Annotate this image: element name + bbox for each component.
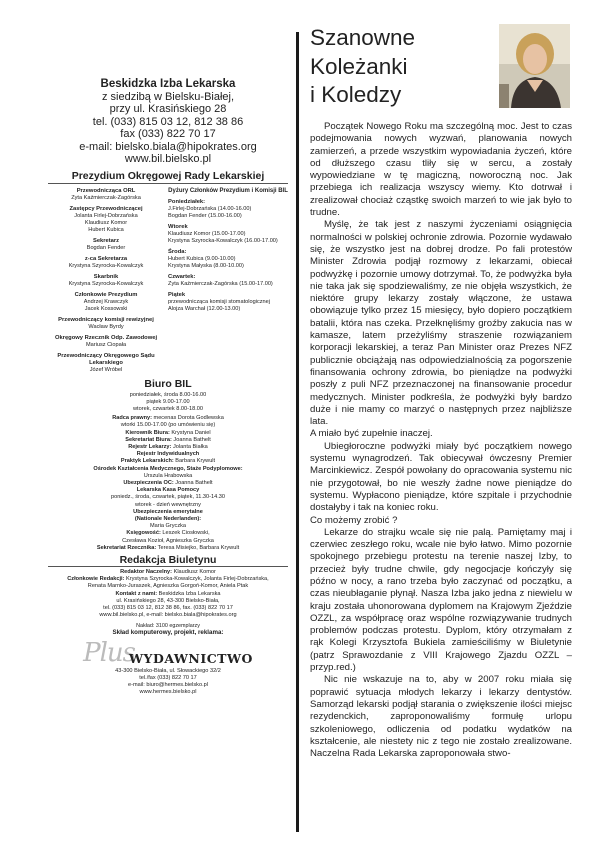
presidium-members [48,188,164,378]
member-role: Skarbnik [93,273,119,280]
office-line-label: Sekretariat Biura: [125,436,172,443]
duty-title: Dyżury Członków Prezydium i Komisji BIL [168,187,288,194]
office-line [48,523,288,530]
org-lines [48,91,288,166]
article-paragraph: Początek Nowego Roku ma szczególną moc. Jest to czas podejmowania nowych wyzwań, planowania nowych zamierzeń, a przede wszystkim wypowiadania życzeń, które od dłuższego czasu tliły się w sercu, a zostały wypowiedziane w tę magiczną, noworoczną noc. Jak przebiega ich realizacja wszyscy wiemy. Kto dotrwał i zrealizował chociaż cząstkę swoich marzeń to wie jak było to trudne. [310,121,572,219]
org-line: fax (033) 822 70 17 [120,128,216,140]
member-name: Jacek Kossowski [84,305,128,312]
article-paragraph: A miało być zupełnie inaczej. [310,428,433,440]
office-line [48,538,288,545]
presidium-member [48,335,164,349]
duty-schedule [164,188,288,378]
office-line-label: Ubezpieczenia OC: [123,479,174,486]
office-hour: piątek 9.00-17.00 [146,398,190,405]
editorial-line-value: www.bil.bielsko.pl, e-mail: bielsko.biala@hipokrates.org [99,612,237,619]
office-line-value: Urszula Hrabowska [143,472,193,479]
editorial-line [48,576,288,583]
duty-entry: Alojza Warchał (12.00-13.00) [168,305,241,312]
duty-entry: Bogdan Fender (15.00-16.00) [168,212,242,219]
presidium-member [48,256,164,270]
office-line-value: Maria Gryczka [149,523,187,530]
column-divider [296,32,299,832]
logo-wydawnictwo: WYDAWNICTWO [129,651,253,667]
heading-line: i Koledzy [310,82,402,107]
editorial-line-value: ul. Krasińskiego 28, 43-300 Bielsko-Biała, [116,597,220,604]
sidebar-info [48,78,288,696]
office-line-label: Lekarska Kasa Pomocy [136,487,200,494]
office-line-label: Sekretariat Rzecznika: [96,544,157,551]
office-line-value: Krystyna Daniel [169,429,211,436]
member-name: Andrzej Krawczyk [83,298,129,305]
office-line-label: Praktyk Lekarskich: [120,458,174,465]
editorial-line [48,605,288,612]
office-line-value: Barbara Krywult [173,458,216,465]
member-name: Mariusz Ciopała [85,341,127,348]
presidium-member [48,292,164,313]
editorial-line [48,591,288,598]
org-line: tel. (033) 815 03 12, 812 38 86 [92,115,244,128]
office-line-label: Księgowość: [126,530,161,537]
publisher-logo [48,638,288,669]
member-name: Wacław Byrdy [88,323,124,330]
office-line-label: Rejestr Indywidualnych [136,451,200,458]
presidium-member [48,188,164,202]
office-line-value: poniedz., środa, czwartek, piątek, 11.30-14.30 [110,494,225,501]
duty-day-label: Wtorek [168,223,188,230]
duty-list [168,199,288,313]
office-line-label: Kierownik Biura: [125,429,170,436]
member-name: Klaudiusz Komor [84,219,128,226]
article-paragraph: Lekarze do strajku wcale się nie palą. Pamiętamy maj i czerwiec zeszłego roku, wcale nie było łatwo. Mimo pozornie spokojnego przebiegu protestu na terenie naszej Izby, to przecież były trudne chwile, gdy negocjacje kończyły się późno w nocy, a rano trzeba było zaczynać od początku, a czas nieubłaganie płynął. Nasza Izba jako jedna z niewielu w kraju została uhonorowana dyplomem na Krajowym Zjeździe OZZL, za współpracę oraz wspólne rozwiązywanie trudnych problemów podczas protestu. Dyplom, który otrzymałam z rąk Kolegi Krzysztofa Bukiela zamieściliśmy w Biuletynie (patrz Sprawozdanie z VIII Krajowego Zjazdu OZZL – przyp.red.) [310,526,572,674]
member-name: Krystyna Szyrocka-Kowalczyk [68,262,144,269]
editorial-line-label: Członkowie Redakcji: [67,576,125,583]
editorial-line-value: Renata Marnko-Juraszek, Agnieszka Gorgoń-Komor, Aniela Ptak [87,583,249,590]
publisher-line: tel./fax (033) 822 70 17 [139,675,197,682]
office-line [48,458,288,465]
office-line-value: mecenas Dorota Godlewska [151,415,224,422]
duty-day-label: Piątek [168,291,186,298]
office-hour: poniedziałek, środa 8.00-16.00 [129,391,207,398]
duty-day [168,224,288,245]
office-line [48,545,288,552]
presidium-member [48,317,164,331]
office-line [48,530,288,537]
publisher-contact [48,668,288,696]
typesetting-label: Skład komputerowy, projekt, reklama: [112,629,224,637]
office-line [48,480,288,487]
office-line [48,451,288,458]
office-line-value: Joanna Bathelt [171,436,211,443]
office-hours [48,392,288,414]
office-line-label: Radca prawny: [112,415,152,422]
org-name: Beskidzka Izba Lekarska [100,78,236,90]
member-role: Przewodnicząca ORL [76,187,136,194]
office-line-value: Jolanta Białka [171,443,208,450]
member-role: Członkowie Prezydium [74,291,138,298]
editorial-line-value: Krystyna Szyrocka-Kowalczyk, Jolanta Firlej-Dobrzańska, [124,576,269,583]
presidium-member [48,238,164,252]
member-role: Okręgowy Rzecznik Odp. Zawodowej [54,334,158,341]
office-hour: wtorek, czwartek 8.00-18.00 [133,405,203,412]
org-line: z siedzibą w Bielsku-Białej, [101,90,235,103]
member-role: Przewodniczący komisji rewizyjnej [58,316,154,323]
publisher-line: 43-300 Bielsko-Biała, ul. Słowackiego 32/2 [115,668,221,675]
office-line [48,494,288,501]
presidium-member [48,274,164,288]
heading-line: Koleżanki [310,53,408,79]
org-line: www.bil.bielsko.pl [124,153,212,165]
editorial-line [48,598,288,605]
member-role: Sekretarz [92,237,120,244]
member-role: Zastępcy Przewodniczącej [69,205,143,212]
office-line-value: Czesława Kozioł, Agnieszka Gryczka [122,537,214,544]
circulation: Nakład: 3100 egzemplarzy [136,623,200,630]
editorial-line-value: Beskidzka Izba Lekarska [157,590,221,597]
logo-plus: Plus [83,638,136,669]
presidium-section [48,188,288,378]
office-line [48,430,288,437]
publisher-line: e-mail: biuro@hermes.bielsko.pl [128,682,208,689]
member-role: Przewodniczący Okręgowego Sądu Lekarskiego [57,352,155,366]
duty-day-label: Czwartek: [168,273,196,280]
member-name: Krystyna Szyrocka-Kowalczyk [68,280,144,287]
editorial-line-label: Redaktor Naczelny: [120,568,173,575]
office-line-value: wtorki 15.00-17.00 (po umówieniu się) [120,422,216,429]
article-paragraph: Co możemy zrobić ? [310,514,398,526]
presidium-title: Prezydium Okręgowej Rady Lekarskiej [48,170,288,184]
office-line-value: Leszek Ciosłowski, [160,530,210,537]
office-line [48,437,288,444]
article-paragraph: Ubiegłoroczne podwyżki miały być początkiem nowego systemu wynagrodzeń. Tak obiecywał ówczesny Premier Marcinkiewicz. Zespół powołany do opracowania systemu nic nie przygotował, bo nie weszły żadne nowe pieniądze do systemu. Wypłacono pieniądze, które szpitale i przychodnie dostałyby i tak na koniec roku. [310,440,572,514]
editorial-line [48,612,288,619]
office-line [48,487,288,494]
org-line: przy ul. Krasińskiego 28 [109,103,227,115]
editorial-line [48,569,288,576]
duty-day [168,249,288,270]
article [310,24,572,760]
editorial-title: Redakcja Biuletynu [119,553,217,566]
member-name: Zyta Kaźmierczak-Zagórska [71,194,141,201]
presidium-member [48,353,164,374]
office-line-label: Rejestr Lekarzy: [128,443,172,450]
article-paragraph: Nic nie wskazuje na to, aby w 2007 roku miała się poprawić sytuacja młodych lekarzy i lekarzy dentystów. Samorząd lekarski podjął starania o zwiększenie ilości miejsc rezydenckich, zaproponowaliśmy formułę urlopu szkoleniowego, odliczenia od podatku wydatków na kształcenie, ale niestety nic z tego nie zostało zrealizowane. Naczelna Rada Lekarska zaproponowała stwo- [310,674,572,760]
duty-day [168,199,288,220]
member-name: Józef Wróbel [89,366,123,373]
office-line [48,502,288,509]
office-line [48,466,288,473]
office-line [48,473,288,480]
duty-day [168,292,288,313]
heading-line: Szanowne [310,25,416,50]
duty-day-label: Poniedziałek: [168,198,206,205]
office-line-label: Ubezpieczenia emerytalne [133,508,203,515]
duty-entry: przewodnicząca komisji stomatologicznej [168,298,271,305]
duty-entry: Krystyna Szyrocka-Kowalczyk (16.00-17.00) [168,237,278,244]
editorial-staff [48,566,288,619]
publisher-line: www.hermes.bielsko.pl [139,689,197,696]
duty-entry: Hubert Kubica (9.00-10.00) [168,255,236,262]
member-name: Hubert Kubica [88,226,124,233]
duty-entry: Krystyna Małyska (8.00-10.00) [168,262,244,269]
editorial-line-value: Klaudiusz Komor [172,568,216,575]
office-line [48,415,288,422]
member-role: z-ca Sekretarza [84,255,128,262]
editorial-line-label: Kontakt z nami: [115,590,158,597]
office-line [48,509,288,516]
duty-entry: Zyta Kaźmierczak-Zagórska (15.00-17.00) [168,280,273,287]
author-photo [499,24,570,108]
office-line-value: wtorek - dzień wewnętrzny [135,501,201,508]
office-line-value: Teresa Misiejko, Barbara Krywult [156,544,240,551]
office-line-value: Joanna Bathelt [173,479,213,486]
article-paragraph: Myślę, że tak jest z naszymi życzeniami osiągnięcia normalności w polskiej ochronie zdrowia. Pozornie wydawało się, że wszystko jest na dobrej drodze. Po fali protestów Minister Zdrowia podjął rozmowy z lekarzami, obiecał podwyżkę i pozornie umowy dotrzymał. To, że podwyżka była nie taka jak się spodziewaliśmy, ze nie objęła wszystkich, że niektóre grupy lekarzy zostały włączone, że ustawa obowiązuje tylko przez 15 miesięcy, było dopiero początkiem batalii, która nas czeka. Przełknęliśmy groźby zakucia nas w kamasze, latem przeżyliśmy straszenie rozwiązaniem korporacji lekarskiej, a teraz Pan Minister oraz Prezes NFZ publicznie obciążają nas odpowiedzialnością za pogorszenie finansowania ochrony zdrowia, bo pieniądze na podwyżki poszły z puli NFZ przeznaczonej na finansowanie procedur medycznych. Minister podkreśla, że podwyżki były bardzo duże i nie mamy co marzyć o następnych przez najbliższe lata. [310,219,572,428]
editorial-line-value: tel. (033) 815 03 12, 812 38 86, fax. (033) 822 70 17 [103,604,233,611]
member-name: Bogdan Fender [86,244,126,251]
office-line-label: Ośrodek Kształcenia Medycznego, Staże Podyplomowe: [93,465,243,472]
duty-day [168,274,288,288]
office-line [48,422,288,429]
org-contact [48,78,288,166]
org-line: e-mail: bielsko.biala@hipokrates.org [79,140,257,153]
office-staff [48,415,288,552]
editorial-line [48,583,288,590]
presidium-member [48,206,164,234]
office-line-label: (Nationale Nederlanden): [134,515,202,522]
duty-entry: J.Firlej-Dobrzańska (14.00-16.00) [168,205,252,212]
article-body [310,121,572,760]
office-line [48,444,288,451]
office-title: Biuro BIL [144,377,192,390]
member-name: Jolanta Firlej-Dobrzańska [74,212,138,219]
duty-day-label: Środa: [168,248,187,255]
office-line [48,516,288,523]
duty-entry: Klaudiusz Komor (15.00-17.00) [168,230,246,237]
